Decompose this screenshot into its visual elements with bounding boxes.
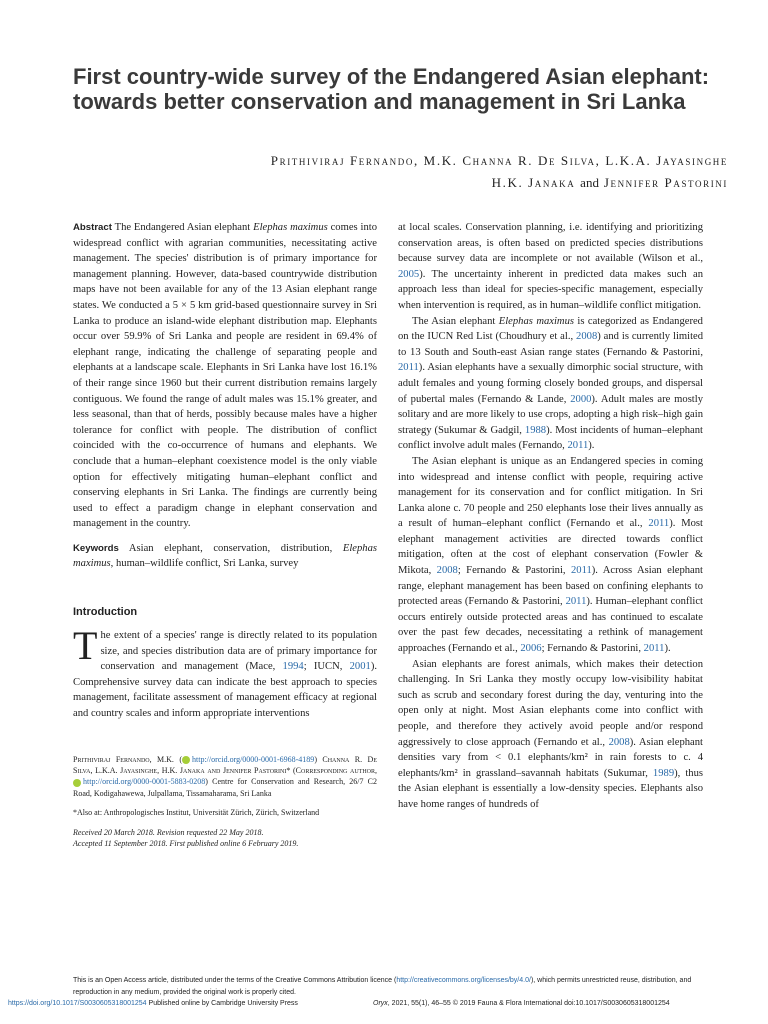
abstract-species: Elephas maximus — [253, 222, 328, 233]
keywords-species: Elephas maximus — [73, 542, 377, 570]
text: The Asian elephant is unique as an Endangered species in coming into widespread and intense conflict with people, requiring active management for its conservation and for conflict mitigation. In Sri Lanka alone c. 70 people and 250 elephants lose their lives annually as a result of human–elephant conflict (Fernando et al., — [398, 455, 703, 530]
author-pastorini: Jennifer Pastorini — [603, 175, 728, 190]
citation-link[interactable]: 1989 — [652, 767, 675, 779]
oa-text-1: This is an Open Access article, distributed under the terms of the Creative Commons Attribution licence ( — [73, 977, 397, 984]
affiliation-text-2: ) Channa R. De Silva, L.K.A. Jayasinghe, H.K. Janaka and Jennifer Pastorini* (Corresponding author, — [73, 754, 377, 776]
right-column — [398, 220, 703, 813]
intro-text-3: ). Comprehensive survey data can indicate the best approach to species management, facilitate assessment of management efficacy at regional and country scales and inform appropriate interventions — [73, 661, 377, 720]
accepted-date: Accepted 11 September 2018. First published online 6 February 2019. — [73, 839, 299, 849]
journal-name: Oryx — [373, 1000, 388, 1007]
text: ). Most elephant management activities are directed towards conflict mitigation, often at the cost of elephant conservation (Fowler & Mikota, — [398, 518, 703, 577]
text: ). Asian elephant densities vary from < 0.1 elephants/km² in rain forests to c. 4 elephants/km² in grassland–savannah habitats (Sukumar, — [398, 736, 703, 779]
affiliation-text-3: ) Centre for Conservation and Research, 26/7 C2 Road, Kodigahawewa, Julpallama, Tissamaharama, Sri Lanka — [73, 777, 377, 798]
author-and: and — [580, 175, 599, 190]
orcid-link-fernando[interactable]: http://orcid.org/0000-0001-6968-4189 — [192, 754, 315, 764]
citation-link[interactable]: 1988 — [524, 424, 547, 436]
license-link[interactable]: http://creativecommons.org/licenses/by/4.0/ — [396, 977, 531, 984]
citation-link[interactable]: 2006 — [520, 643, 542, 655]
text: at local scales. Conservation planning, i.e. identifying and prioritizing conservation areas, is often based on predicted species distributions because survey data are incomplete or not available (Wilson et al., — [398, 222, 703, 265]
affiliation-note: *Also at: Anthropologisches Institut, Universität Zürich, Zürich, Switzerland — [73, 808, 320, 818]
keywords-text-2: , human–wildlife conflict, Sri Lanka, survey — [110, 558, 299, 570]
received-date: Received 20 March 2018. Revision requested 22 May 2018. — [73, 827, 264, 837]
orcid-link-pastorini[interactable]: http://orcid.org/0000-0001-5883-0208 — [83, 777, 206, 787]
citation-link-2001[interactable]: 2001 — [349, 661, 371, 673]
citation-link[interactable]: 2005 — [398, 268, 420, 280]
text: ) and is currently limited to 13 South and South-east Asian range states (Fernando & Pastorini, — [398, 331, 704, 358]
citation-link[interactable]: 2000 — [570, 393, 592, 405]
paragraph-r1 — [398, 220, 703, 314]
text: Asian elephants are forest animals, which makes their detection challenging. In Sri Lanka they mostly occupy low-visibility habitat such as scrub and secondary forest during the day, venturing into the open only at night. Most Asian elephants come into conflict with people, and therefore they actively avoid people and/or respond aggressively to close approach (Fernando et al., — [398, 658, 703, 748]
citation-text: , 2021, 55(1), 46–55 © 2019 Fauna & Flora International doi:10.1017/S0030605318001254 — [387, 1000, 670, 1007]
affiliation-text-1: Prithiviraj Fernando, M.K. ( — [73, 754, 183, 764]
doi-bar — [8, 1000, 760, 1007]
text: ). Most incidents of human–elephant conflict involve adult males (Fernando, — [398, 424, 703, 452]
text: ; Fernando & Pastorini, — [541, 643, 644, 655]
doi-link[interactable]: https://doi.org/10.1017/S0030605318001254 — [8, 1000, 147, 1007]
text: ). Across Asian elephant range, elephant management has been based on confining elephants to protected areas (Fernando & Pastorini, — [398, 565, 703, 608]
keywords-label: Keywords — [73, 542, 119, 554]
citation-link[interactable]: 2011 — [565, 596, 587, 608]
citation-link[interactable]: 2011 — [398, 362, 419, 374]
citation-link[interactable]: 2011 — [643, 643, 665, 655]
text: ). — [588, 440, 595, 452]
paragraph-r3 — [398, 454, 703, 657]
abstract-text-1: The Endangered Asian elephant — [114, 222, 254, 233]
author-list — [88, 150, 728, 194]
author-line-2 — [88, 172, 728, 194]
intro-text-1: he extent of a species' range is directly related to its population size, and species distribution data are of primary importance for conservation and management (Mace, — [100, 630, 377, 673]
species-name: Elephas maximus — [498, 315, 574, 327]
text: ). — [664, 643, 671, 655]
published-online-text: Published online by Cambridge University Press — [146, 1000, 298, 1007]
author-janaka: H.K. Janaka — [491, 175, 576, 190]
orcid-icon — [73, 779, 81, 787]
publication-dates — [73, 827, 377, 850]
text: is categorized as Endangered on the IUCN Red List (Choudhury et al., — [398, 315, 703, 343]
affiliation — [73, 754, 377, 800]
text: ). The uncertainty inherent in predicted data makes such an approach less than ideal for species-specific management, especially when intervention is required, as in human–wildlife conflict mitigation. — [398, 268, 703, 311]
intro-text-2: ; IUCN, — [303, 661, 350, 673]
paragraph-r2 — [398, 314, 703, 454]
citation-link[interactable]: 2011 — [570, 565, 592, 577]
author-line-1: Prithiviraj Fernando, M.K. Channa R. De Silva, L.K.A. Jayasinghe — [270, 153, 728, 168]
text: ). Human–elephant conflict occurs entirely outside protected areas and has continued to escalate over the past few decades, necessitating a rethink of management approaches (Fernando et al., — [398, 596, 703, 655]
keywords-text-1: Asian elephant, conservation, distribution, — [128, 542, 343, 554]
citation-link-1994[interactable]: 1994 — [282, 661, 304, 673]
citation-link[interactable]: 2008 — [436, 565, 458, 577]
text: ). Adult males are mostly solitary and are more likely to use crops, adopting a high risk–high gain strategy (Sukumar & Gadgil, — [398, 393, 703, 436]
paragraph-r4 — [398, 657, 703, 813]
intro-paragraph — [73, 623, 377, 722]
citation-link[interactable]: 2011 — [648, 518, 670, 530]
abstract-label: Abstract — [73, 222, 112, 233]
drop-cap: T — [73, 623, 98, 669]
abstract-text-2: comes into widespread conflict with agrarian communities, necessitating active management. The species' distribution is of primary importance for management planning. However, data-based countrywide distribution maps have not been available for any of the 13 Asian elephant range states. We conducted a 5 × 5 km grid-based questionnaire survey in Sri Lanka to produce an island-wide elephant distribution map. Elephants occur over 59.9% of Sri Lanka and people are resident in 69.4% of elephant range, indicating the challenge of separating people and elephants at a landscape scale. Elephants in Sri Lanka have lost 16.1% of their range since 1960 but their current distribution remains largely contiguous. We found the range of adult males was 15.1% greater, and less seasonal, than that of herds, possibly because males have a higher tolerance for conflict with people. The distribution of conflict coincided with the co-occurrence of humans and elephants. We conclude that a human–elephant coexistence model is the only viable option for effectively mitigating human–elephant conflict and conserving elephants in Sri Lanka. The findings are currently being used to effect a paradigm change in elephant conservation and management in the country. — [73, 222, 378, 530]
text: ; Fernando & Pastorini, — [457, 565, 571, 577]
text: ). Asian elephants have a sexually dimorphic social structure, with adult females and young forming closely bonded groups, and dispersal of pubertal males (Fernando & Lande, — [398, 362, 703, 405]
oa-text-2: ), which permits unrestricted reuse, distribution, and reproduction in any medium, provided the original work is properly cited. — [73, 977, 692, 996]
keywords — [73, 541, 377, 572]
open-access-notice — [73, 975, 703, 999]
article-title: First country-wide survey of the Endangered Asian elephant: towards better conservation and management in Sri Lanka — [73, 64, 710, 114]
introduction-heading: Introduction — [73, 606, 138, 619]
orcid-icon — [182, 756, 190, 764]
text: ), thus the Asian elephant is essentially a low-density species. Elephants also have home ranges of hundreds of — [398, 767, 704, 810]
citation-link[interactable]: 2011 — [567, 440, 589, 452]
citation-link[interactable]: 2008 — [608, 736, 630, 748]
citation-link[interactable]: 2008 — [576, 331, 598, 343]
abstract — [73, 220, 377, 532]
text: The Asian elephant — [412, 315, 499, 327]
left-column — [73, 220, 377, 849]
journal-citation — [373, 1000, 670, 1007]
